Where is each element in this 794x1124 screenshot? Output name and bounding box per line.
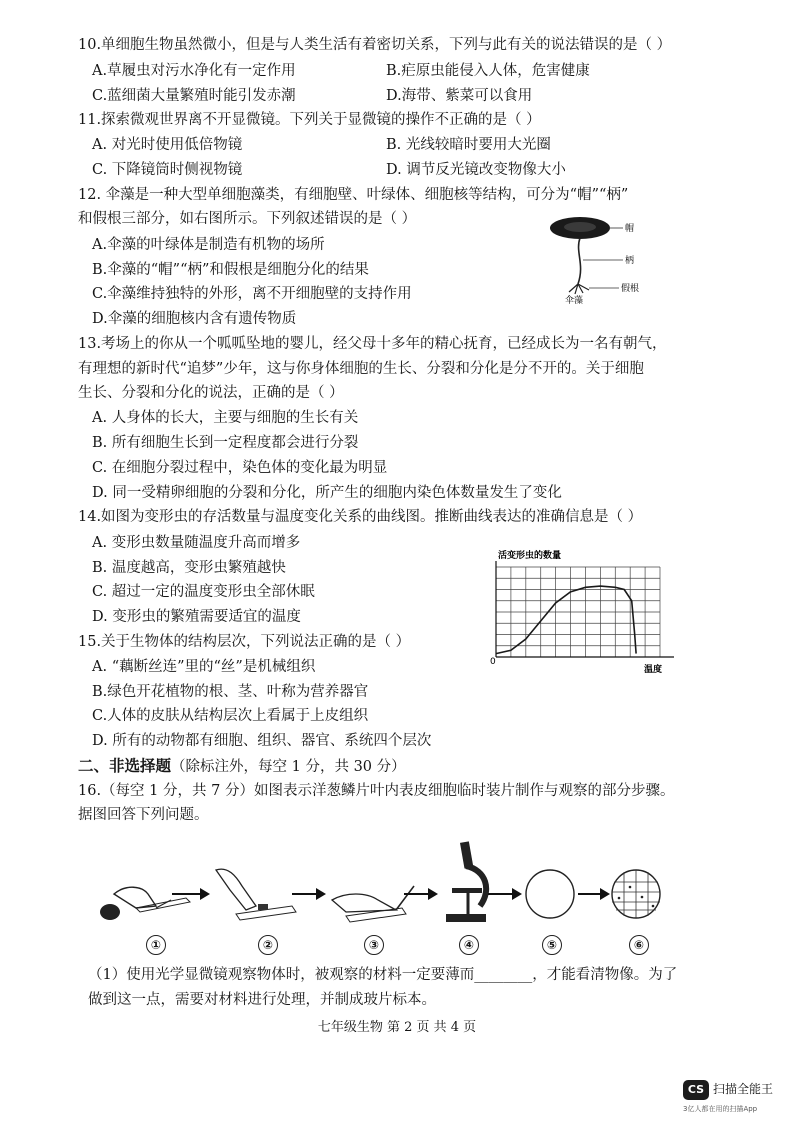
q13-stem-line3: 生长、分裂和分化的说法，正确的是（ ） <box>78 385 344 401</box>
step-number-3: ③ <box>364 935 384 955</box>
q16-sub1-line2: 做到这一点，需要对材料进行处理，并制成玻片标本。 <box>88 992 436 1008</box>
q10-stem: 10.单细胞生物虽然微小，但是与人类生活有着密切关系，下列与此有关的说法错误的是（ ） <box>78 37 672 53</box>
scanner-logo: CS <box>683 1080 709 1100</box>
q14-option-b: B. 温度越高，变形虫繁殖越快 <box>92 560 286 576</box>
step1-illustration <box>100 887 190 920</box>
q11-stem: 11.探索微观世界离不开显微镜。下列关于显微镜的操作不正确的是（ ） <box>78 112 541 128</box>
q16-stem-line2: 据图回答下列问题。 <box>78 807 209 823</box>
q15-option-d: D. 所有的动物都有细胞、组织、器官、系统四个层次 <box>92 733 432 749</box>
q10-option-a: A.草履虫对污水净化有一定作用 <box>92 63 296 79</box>
q11-option-c: C. 下降镜筒时侧视物镜 <box>92 162 243 178</box>
step-number-6: ⑥ <box>629 935 649 955</box>
section2-title: 二、非选择题 <box>78 757 172 775</box>
amoeba-temperature-chart <box>484 545 684 675</box>
fig-label-cap: 帽 <box>625 224 635 234</box>
q12-option-d: D.伞藻的细胞核内含有遗传物质 <box>92 311 297 327</box>
q16-sub1-line1: （1）使用光学显微镜观察物体时，被观察的材料一定要薄而________，才能看清物像。为了 <box>88 967 678 983</box>
section2-note: （除标注外，每空 1 分，共 30 分） <box>171 759 406 775</box>
q14-option-d: D. 变形虫的繁殖需要适宜的温度 <box>92 609 301 625</box>
step2-illustration <box>216 869 296 920</box>
q12-option-b: B.伞藻的“帽”“柄”和假根是细胞分化的结果 <box>92 262 369 278</box>
chart-origin-label: 0 <box>490 657 496 667</box>
page-footer: 七年级生物 第 2 页 共 4 页 <box>317 1020 477 1035</box>
q15-option-b: B.绿色开花植物的根、茎、叶称为营养器官 <box>92 684 369 700</box>
step-number-2: ② <box>258 935 278 955</box>
step-number-5: ⑤ <box>542 935 562 955</box>
q14-option-c: C. 超过一定的温度变形虫全部休眠 <box>92 584 315 600</box>
slide-preparation-steps-figure <box>96 836 666 936</box>
fig-label-name: 伞藻 <box>565 296 584 304</box>
q13-option-a: A. 人身体的长大，主要与细胞的生长有关 <box>92 410 359 426</box>
q10-option-d: D.海带、紫菜可以食用 <box>386 88 533 104</box>
chart-y-label: 活变形虫的数量 <box>498 551 562 561</box>
q12-stem-line2: 和假根三部分，如右图所示。下列叙述错误的是（ ） <box>78 211 417 227</box>
q14-stem: 14.如图为变形虫的存活数量与温度变化关系的曲线图。推断曲线表达的准确信息是（ ） <box>78 509 643 525</box>
chart-x-label: 温度 <box>644 665 663 675</box>
q13-option-b: B. 所有细胞生长到一定程度都会进行分裂 <box>92 435 359 451</box>
fig-label-stalk: 柄 <box>625 256 635 266</box>
step3-illustration <box>332 886 414 922</box>
q11-option-d: D. 调节反光镜改变物像大小 <box>386 162 566 178</box>
q12-option-a: A.伞藻的叶绿体是制造有机物的场所 <box>92 237 325 253</box>
q15-option-c: C.人体的皮肤从结构层次上看属于上皮组织 <box>92 708 369 724</box>
q10-option-c: C.蓝细菌大量繁殖时能引发赤潮 <box>92 88 296 104</box>
step6-cells-view <box>612 870 660 918</box>
chart-axes <box>496 561 674 657</box>
q10-option-b: B.疟原虫能侵入人体，危害健康 <box>386 63 590 79</box>
q13-stem-line1: 13.考场上的你从一个呱呱坠地的婴儿，经父母十多年的精心抚育，已经成长为一名有朝气， <box>78 336 667 352</box>
scanner-tagline: 3亿人都在用的扫描App <box>683 1105 758 1113</box>
q12-option-c: C.伞藻维持独特的外形，离不开细胞壁的支持作用 <box>92 286 412 302</box>
q11-option-b: B. 光线较暗时要用大光圈 <box>386 137 551 153</box>
q16-stem-line1: 16.（每空 1 分，共 7 分）如图表示洋葱鳞片叶内表皮细胞临时装片制作与观察的部分步骤。 <box>78 783 675 799</box>
step5-field-of-view <box>526 870 574 918</box>
q14-option-a: A. 变形虫数量随温度升高而增多 <box>92 535 301 551</box>
q13-option-c: C. 在细胞分裂过程中，染色体的变化最为明显 <box>92 460 388 476</box>
scanner-app-name: 扫描全能王 <box>713 1082 774 1096</box>
q12-stem-line1: 12. 伞藻是一种大型单细胞藻类，有细胞壁、叶绿体、细胞核等结构，可分为“帽”“柄” <box>78 187 629 203</box>
q11-option-a: A. 对光时使用低倍物镜 <box>92 137 243 153</box>
q15-stem: 15.关于生物体的结构层次，下列说法正确的是（ ） <box>78 634 411 650</box>
fig-label-rhizoid: 假根 <box>621 284 640 294</box>
step-number-4: ④ <box>459 935 479 955</box>
q13-option-d: D. 同一受精卵细胞的分裂和分化，所产生的细胞内染色体数量发生了变化 <box>92 485 562 501</box>
acetabularia-figure <box>545 212 655 304</box>
step-number-1: ① <box>146 935 166 955</box>
step4-microscope-illustration <box>446 841 486 922</box>
q13-stem-line2: 有理想的新时代“追梦”少年，这与你身体细胞的生长、分裂和分化是分不开的。关于细胞 <box>78 361 644 377</box>
section2-heading <box>78 757 406 776</box>
q15-option-a: A. “藕断丝连”里的“丝”是机械组织 <box>92 659 316 675</box>
